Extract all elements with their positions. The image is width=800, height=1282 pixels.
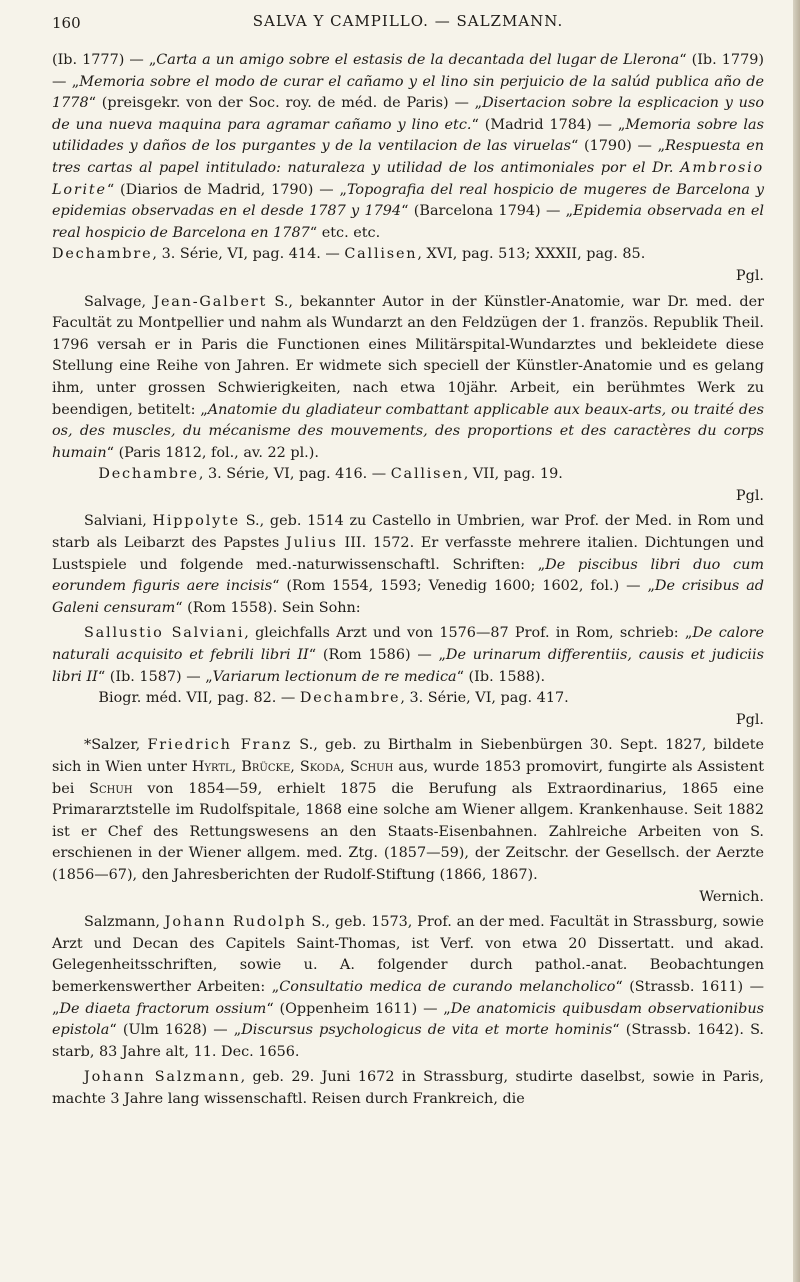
entry-salzmann: Salzmann, Johann Rudolph S., geb. 1573, Prof. an der med. Facultät in Strassburg, sowie Arzt und Decan des Capitels Saint-Thomas, ist Verf. von etwa 20 Dissertatt. und akad. Gelegenheitsschriften, sowie u. A. folgender durch pathol.-anat. Beobachtungen bemerkenswerther Arbeiten: „Consultatio medica de curando melancholico“ (Strassb. 1611) — „De diaeta fractorum ossium“ (Oppenheim 1611) — „De anatomicis quibusdam observationibus epistola“ (Ulm 1628) — „Discursus psychologicus de vita et morte hominis“ (Strassb. 1642). S. starb, 83 Jahre alt, 11. Dec. 1656. <box>52 914 765 1060</box>
entry-salviani-son: Sallustio Salviani, gleichfalls Arzt und von 1576—87 Prof. in Rom, schrieb: „De calore naturali acquisito et febrili libri II“ (Rom 1586) — „De urinarum differentiis, causis et judiciis libri II“ (Ib. 1587) — „Variarum lectionum de re medica“ (Ib. 1588). Biogr. méd. VII, pag. 82. — Dechambre, 3. Série, VI, pag. 417. Pgl. <box>52 623 764 731</box>
author-signature: Pgl. <box>735 711 764 728</box>
references: Dechambre, 3. Série, VI, pag. 414. — Callisen, XVI, pag. 513; XXXII, pag. 85. <box>52 246 646 263</box>
running-title: SALVA Y CAMPILLO. — SALZMANN. <box>252 12 564 30</box>
entry-salviani: Salviani, Hippolyte S., geb. 1514 zu Castello in Umbrien, war Prof. der Med. in Rom und starb als Leibarzt des Papstes Julius III. 1572. Er verfasste mehrere italien. Dichtungen und Lustspiele und folgende med.-naturwissenschaftl. Schriften: „De piscibus libri duo cum eorundem figuris aere incisis“ (Rom 1554, 1593; Venedig 1600; 1602, fol.) — „De crisibus ad Galeni censuram“ (Rom 1558). Sein Sohn: <box>52 513 765 616</box>
entry-salzmann-johann: Johann Salzmann, geb. 29. Juni 1672 in Strassburg, studirte daselbst, sowie in Paris, machte 3 Jahre lang wissenschaftl. Reisen durch Frankreich, die <box>52 1069 764 1107</box>
page-edge-shadow <box>793 0 800 1282</box>
author-signature: Pgl. <box>735 267 764 284</box>
references: Biogr. méd. VII, pag. 82. — Dechambre, 3. Série, VI, pag. 417. <box>98 690 569 707</box>
page-number: 160 <box>52 14 81 32</box>
body-text <box>52 50 764 1111</box>
page-header <box>52 8 764 38</box>
entry-salzer: *Salzer, Friedrich Franz S., geb. zu Birthalm in Siebenbürgen 30. Sept. 1827, bildete sich in Wien unter Hyrtl, Brücke, Skoda, Schuh aus, wurde 1853 promovirt, fungirte als Assistent bei Schuh von 1854—59, erhielt 1875 die Berufung als Extraordinarius, 1865 eine Primararztstelle im Rudolfspitale, 1868 eine solche am Wiener allgem. Krankenhause. Seit 1882 ist er Chef des Rettungswesens an den Staats-Eisenbahnen. Zahlreiche Arbeiten von S. erschienen in der Wiener allgem. med. Ztg. (1857—59), der Zeitschr. der Gesellsch. der Aerzte (1856—67), den Jahresberichten der Rudolf-Stiftung (1866, 1867). Wernich. <box>52 735 764 908</box>
author-signature: Wernich. <box>699 888 764 905</box>
entry-salvage: Salvage, Jean-Galbert S., bekannter Autor in der Künstler-Anatomie, war Dr. med. der Facultät zu Montpellier und nahm als Wundarzt an den Feldzügen der 1. französ. Republik Theil. 1796 versah er in Paris die Functionen eines Militärspital-Wundarztes und bekleidete diese Stellung eine Reihe von Jahren. Er widmete sich speciell der Künstler-Anatomie und es gelang ihm, unter grossen Schwierigkeiten, nach etwa 10jähr. Arbeit, ein berühmtes Werk zu beendigen, betitelt: „Anatomie du gladiateur combattant applicable aux beaux-arts, ou traité des os, des muscles, du mécanisme des mouvements, des proportions et des caractères du corps humain“ (Paris 1812, fol., av. 22 pl.). Dechambre, 3. Série, VI, pag. 416. — Callisen, VII, pag. 19. Pgl. <box>52 292 764 508</box>
entry-salva-continuation: (Ib. 1777) — „Carta a un amigo sobre el estasis de la decantada del lugar de Llerona“ (Ib. 1779) — „Memoria sobre el modo de curar el cañamo y el lino sin perjuicio de la salúd publica año de 1778“ (preisgekr. von der Soc. roy. de méd. de Paris) — „Disertacion sobre la esplicacion y uso de una nueva maquina para agramar cañamo y lino etc.“ (Madrid 1784) — „Memoria sobre las utilidades y daños de los purgantes y de la ventilacion de las viruelas“ (1790) — „Respuesta en tres cartas al papel intitulado: naturaleza y utilidad de los antimoniales por el Dr. Ambrosio Lorite“ (Diarios de Madrid, 1790) — „Topografia del real hospicio de mugeres de Barcelona y epidemias observadas en el desde 1787 y 1794“ (Barcelona 1794) — „Epidemia observada en el real hospicio de Barcelona en 1787“ etc. etc. Dechambre, 3. Série, VI, pag. 414. — Callisen, XVI, pag. 513; XXXII, pag. 85. Pgl. <box>52 50 764 288</box>
author-signature: Pgl. <box>735 487 764 504</box>
references: Dechambre, 3. Série, VI, pag. 416. — Callisen, VII, pag. 19. <box>98 466 563 483</box>
